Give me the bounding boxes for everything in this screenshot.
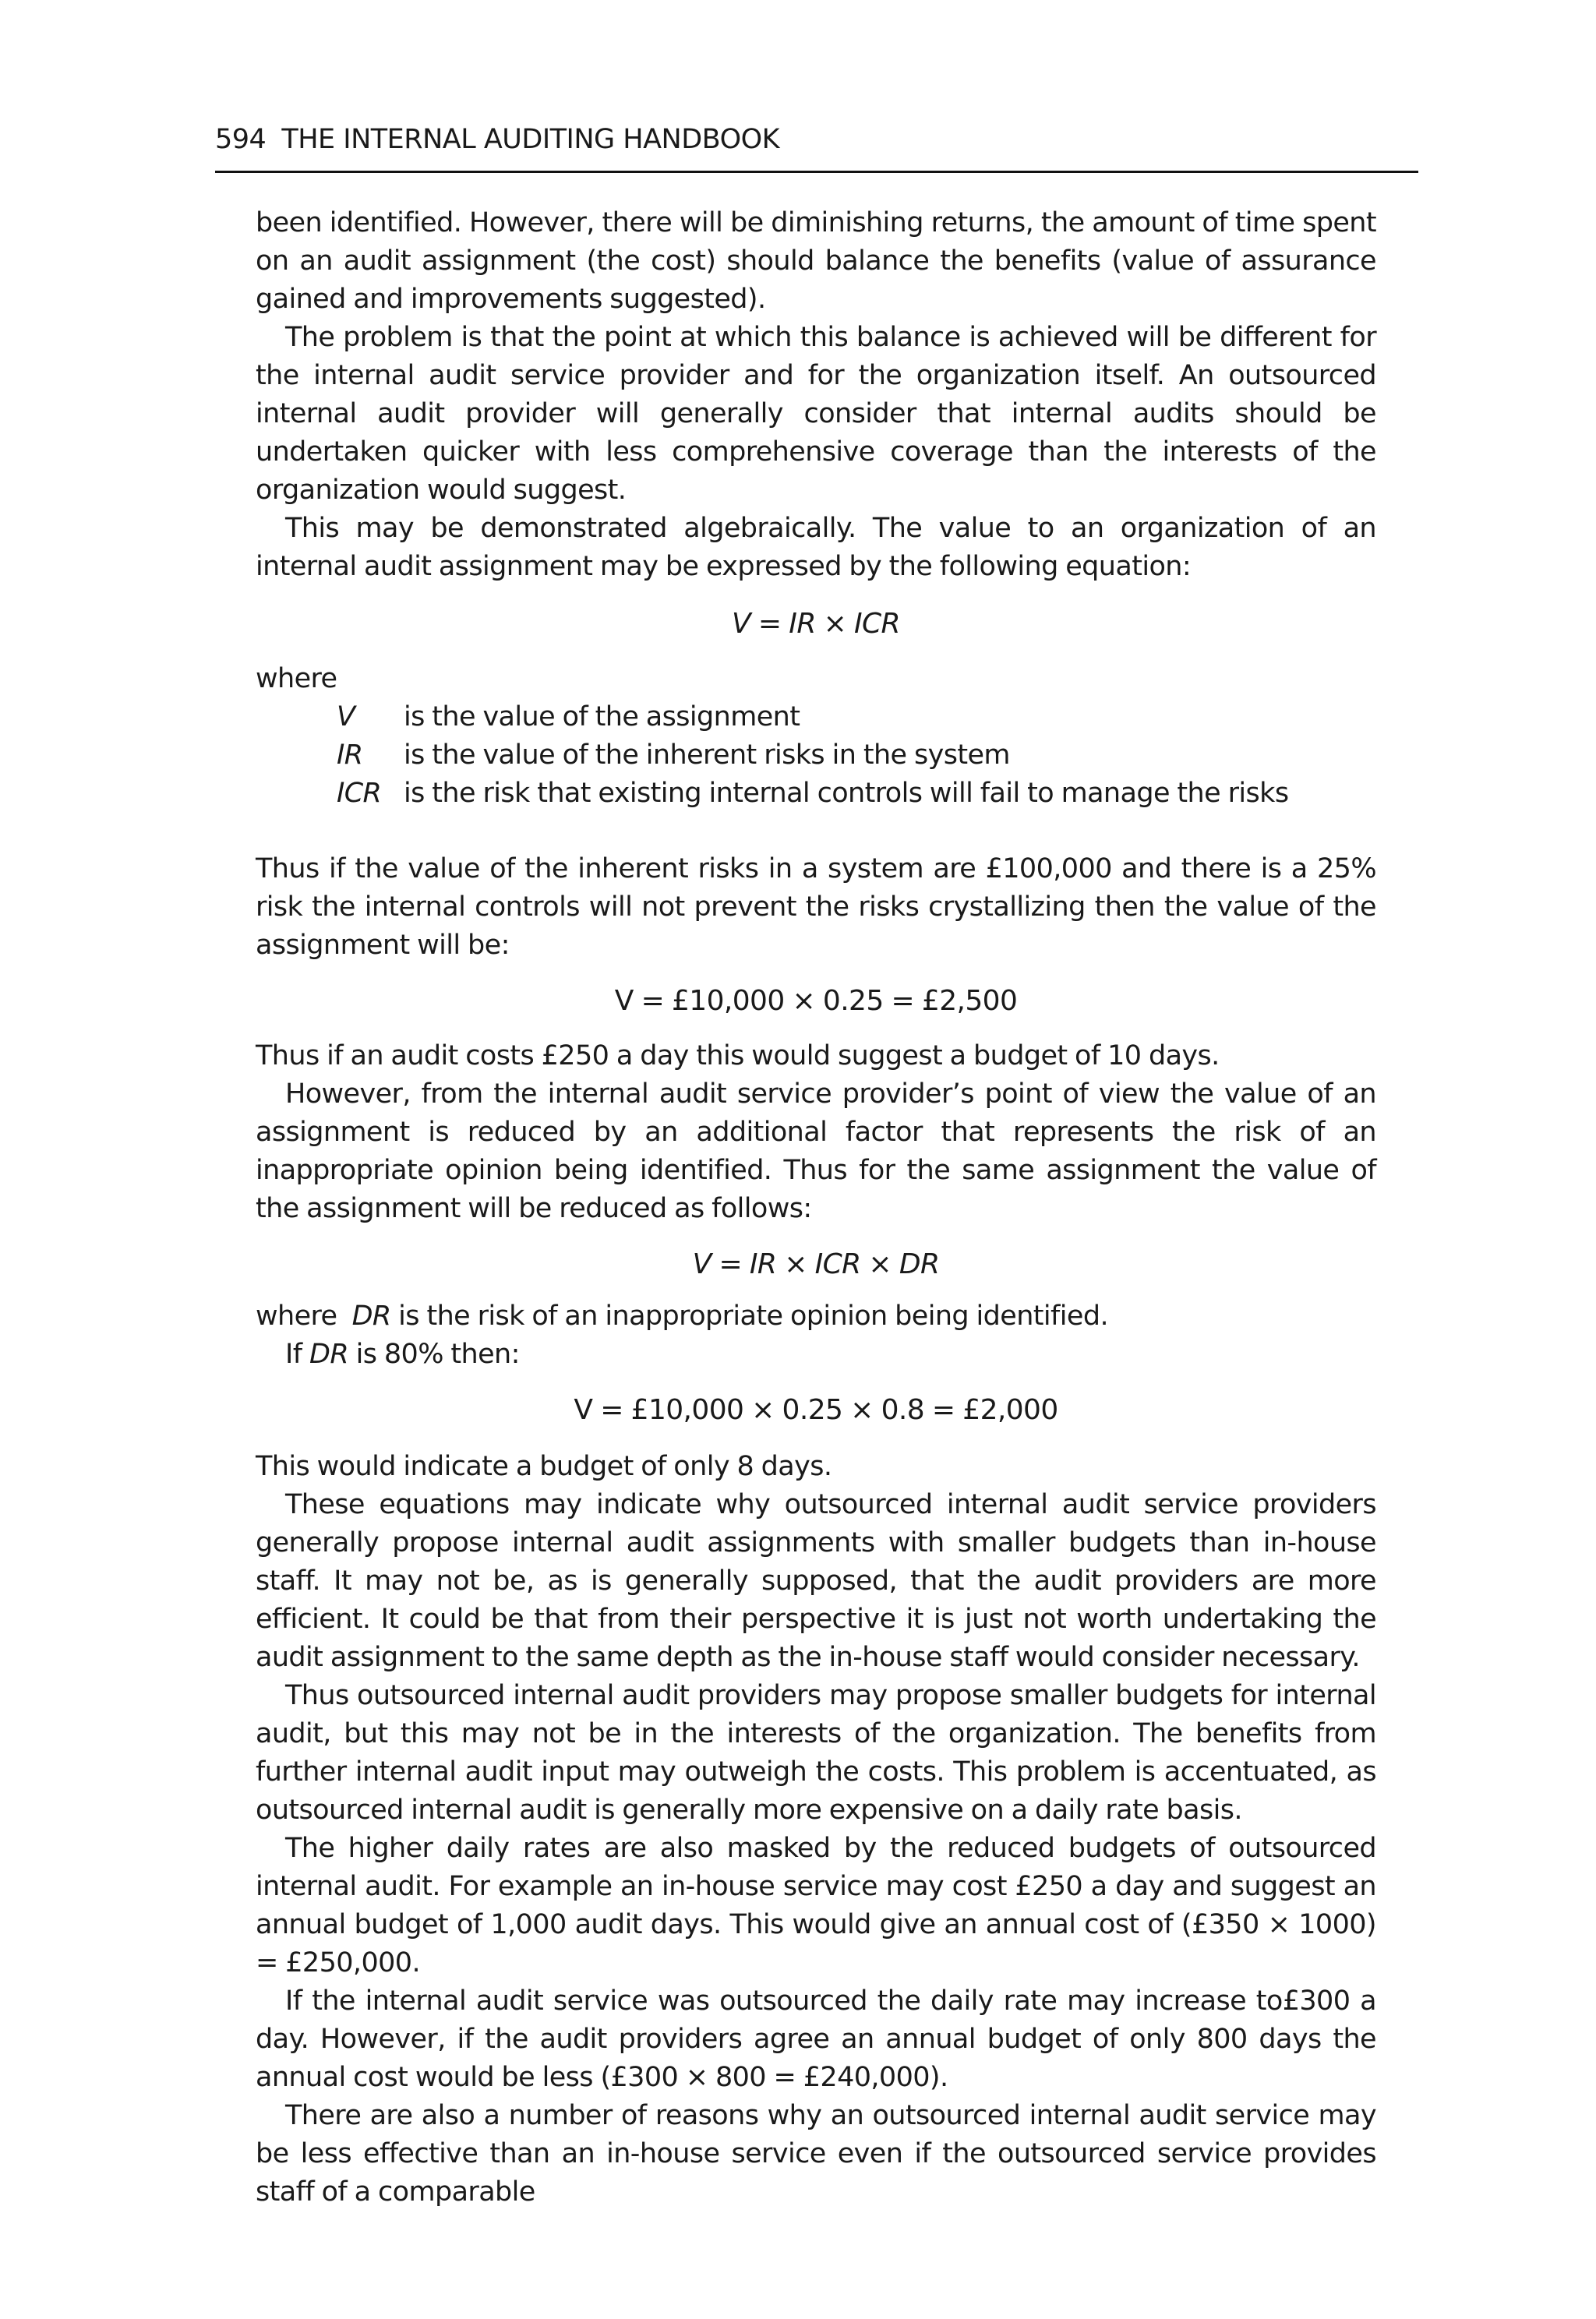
page-number: 594 [215,124,267,155]
where-label: where [256,663,337,694]
paragraph-13: There are also a number of reasons why an outsourced internal audit service may be less effective than an in-house service even if the outsourced service provides staff of a comparable [256,2100,1376,2208]
where-dr [256,1297,1376,1336]
paragraph-2: The problem is that the point at which this balance is achieved will be different for the internal audit service provider and for the organization itself. An outsourced internal audit provider will generally consider that internal audits should be undertaken quicker with less comprehensive coverage than the interests of the organization would suggest. [256,322,1376,506]
equation-1-text: V = IR × ICR [732,608,900,640]
equation-2 [256,982,1376,1020]
dr-symbol: DR [309,1339,349,1370]
paragraph-5: Thus if an audit costs £250 a day this would suggest a budget of 10 days. [256,1040,1220,1071]
definition-symbol: ICR [337,778,382,809]
dr-symbol: DR [351,1301,391,1332]
definition-ir [337,736,1376,775]
book-title: THE INTERNAL AUDITING HANDBOOK [281,124,780,155]
where-dr-text: is the risk of an inappropriate opinion being identified. [398,1301,1108,1332]
paragraph-7 [256,1336,1376,1374]
paragraph-3: This may be demonstrated algebraically. The value to an organization of an internal audit assignment may be expressed by the following equation: [256,513,1376,582]
definition-text: is the value of the assignment [404,701,800,732]
paragraph-7-text: is 80% then: [355,1339,520,1370]
equation-3 [256,1245,1376,1283]
paragraph-6: However, from the internal audit service provider’s point of view the value of an assignment is reduced by an additional factor that represents the risk of an inappropriate opinion being identified. Thus for the same assignment the value of the assignment will be reduced as follows: [256,1078,1376,1224]
paragraph-9: These equations may indicate why outsourced internal audit service providers generally propose internal audit assignments with smaller budgets than in-house staff. It may not be, as is generally supposed, that the audit providers are more efficient. It could be that from their perspective it is just not worth undertaking the audit assignment to the same depth as the in-house staff would consider necessary. [256,1489,1376,1673]
paragraph-8: This would indicate a budget of only 8 days. [256,1451,832,1482]
definitions-list [337,698,1376,813]
equation-1 [256,605,1376,643]
paragraph-10: Thus outsourced internal audit providers may propose smaller budgets for internal audit, but this may not be in the interests of the organization. The benefits from further internal audit input may outweigh the costs. This problem is accentuated, as outsourced internal audit is generally more expensive on a daily rate basis. [256,1680,1376,1826]
equation-3-text: V = IR × ICR × DR [692,1248,940,1280]
definition-text: is the risk that existing internal controls will fail to manage the risks [404,778,1289,809]
equation-4 [256,1391,1376,1429]
paragraph-11: The higher daily rates are also masked by the reduced budgets of outsourced internal audit. For example an in-house service may cost £250 a day and suggest an annual budget of 1,000 audit days. This would give an annual cost of (£350 × 1000) = £250,000. [256,1833,1376,1978]
if-word: If [285,1339,302,1370]
paragraph-1: been identified. However, there will be diminishing returns, the amount of time spent on an audit assignment (the cost) should balance the benefits (value of assurance gained and improvements suggested). [256,207,1376,315]
body-text [256,204,1376,2211]
definition-text: is the value of the inherent risks in the system [404,739,1010,771]
where-word: where [256,1301,337,1332]
running-head [215,117,1418,173]
equation-2-text: V = £10,000 × 0.25 = £2,500 [614,985,1018,1017]
definition-icr [337,775,1376,813]
paragraph-12: If the internal audit service was outsourced the daily rate may increase to£300 a day. However, if the audit providers agree an annual budget of only 800 days the annual cost would be less (£300 × 800 = £240,000). [256,1985,1376,2093]
definition-symbol: IR [337,739,363,771]
equation-4-text: V = £10,000 × 0.25 × 0.8 = £2,000 [574,1394,1058,1426]
definition-v [337,698,1376,736]
paragraph-4: Thus if the value of the inherent risks in a system are £100,000 and there is a 25% risk the internal controls will not prevent the risks crystallizing then the value of the assignment will be: [256,853,1376,961]
definition-symbol: V [337,701,355,732]
